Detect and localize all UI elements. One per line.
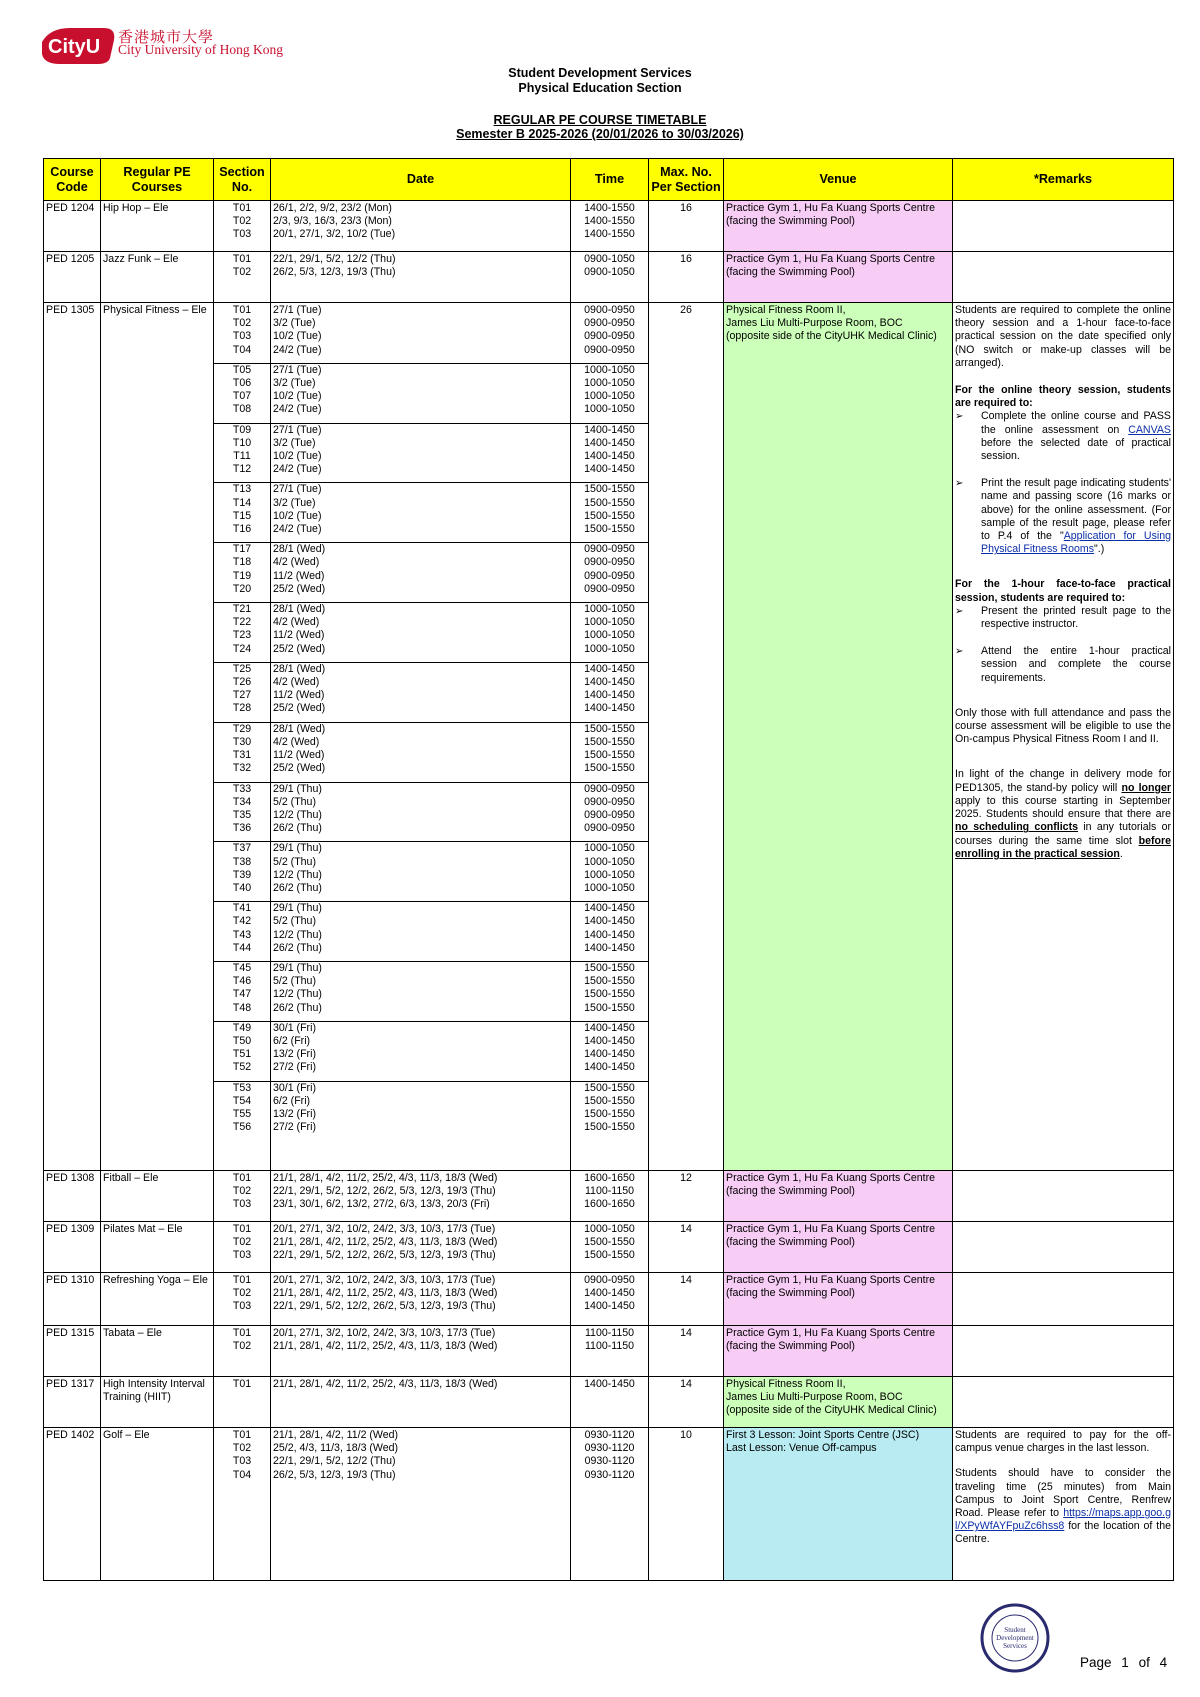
time-list: 1600-1650 1100-1150 1600-1650 — [584, 1172, 635, 1211]
page-indicator: Page 1 of 4 — [1080, 1655, 1168, 1670]
time-list: 0930-1120 0930-1120 0930-1120 0930-1120 — [584, 1429, 635, 1481]
section-list: T01 T02 T03 — [232, 1172, 252, 1211]
venue: Practice Gym 1, Hu Fa Kuang Sports Centre (facing the Swimming Pool) — [724, 252, 953, 303]
time-list: 1000-1050 1500-1550 1500-1550 — [584, 1223, 635, 1262]
date-group: 30/1 (Fri) 6/2 (Fri) 13/2 (Fri) 27/2 (Fri) — [273, 1021, 568, 1075]
remark-bullet: ➢ Attend the entire 1-hour practical session and complete the course requirements. — [955, 645, 1171, 684]
remarks — [953, 1326, 1174, 1377]
date-group: 28/1 (Wed) 4/2 (Wed) 11/2 (Wed) 25/2 (Wed) — [273, 662, 568, 716]
course-code: PED 1305 — [44, 303, 101, 1171]
date-group: 27/1 (Tue) 3/2 (Tue) 10/2 (Tue) 24/2 (Tue) — [273, 423, 568, 477]
svg-text:Student: Student — [1004, 1626, 1026, 1634]
section-group: T21 T22 T23 T24 — [216, 602, 268, 656]
arrow-bullet-icon: ➢ — [955, 478, 964, 490]
course-name: Refreshing Yoga – Ele — [101, 1273, 214, 1326]
time-group: 1400-1450 1400-1450 1400-1450 1400-1450 — [573, 1021, 646, 1075]
venue: Practice Gym 1, Hu Fa Kuang Sports Centre (facing the Swimming Pool) — [724, 201, 953, 252]
course-name: Hip Hop – Ele — [101, 201, 214, 252]
remarks — [953, 303, 1174, 1171]
date-list: 26/1, 2/2, 9/2, 23/2 (Mon) 2/3, 9/3, 16/3, 23/3 (Mon) 20/1, 27/1, 3/2, 10/2 (Tue) — [273, 202, 396, 241]
section-list: T01 T02 T03 — [232, 1274, 252, 1313]
time-group: 1400-1450 1400-1450 1400-1450 1400-1450 — [573, 662, 646, 716]
venue: Physical Fitness Room II, James Liu Multi-Purpose Room, BOC (opposite side of the CityUHK Medical Clinic) — [726, 304, 937, 343]
col-time: Time — [571, 159, 649, 201]
time-group: 0900-0950 0900-0950 0900-0950 0900-0950 — [584, 304, 635, 356]
svg-text:Services: Services — [1003, 1642, 1027, 1650]
sds-seal-icon — [980, 1603, 1050, 1673]
venue: Practice Gym 1, Hu Fa Kuang Sports Centre (facing the Swimming Pool) — [724, 1222, 953, 1273]
section-list: T01 T02 — [232, 1327, 252, 1353]
col-course-code: Course Code — [44, 159, 101, 201]
section-list: T01 T02 — [232, 253, 252, 279]
map-link[interactable]: https://maps.app.goo.gl/XPyWfAYFpuZc6hss8 — [955, 1507, 1171, 1533]
course-name: Physical Fitness – Ele — [101, 303, 214, 1171]
time-group: 1000-1050 1000-1050 1000-1050 1000-1050 — [573, 602, 646, 656]
date-group: 30/1 (Fri) 6/2 (Fri) 13/2 (Fri) 27/2 (Fri) — [273, 1081, 568, 1135]
arrow-bullet-icon: ➢ — [955, 411, 964, 423]
time-list: 0900-0950 1400-1450 1400-1450 — [584, 1274, 635, 1313]
time-group: 1000-1050 1000-1050 1000-1050 1000-1050 — [573, 841, 646, 895]
remark-online-heading: For the online theory session, students are required to: — [955, 384, 1171, 410]
course-code: PED 1205 — [44, 252, 101, 303]
arrow-bullet-icon: ➢ — [955, 605, 964, 617]
date-group: 29/1 (Thu) 5/2 (Thu) 12/2 (Thu) 26/2 (Thu) — [273, 782, 568, 836]
table-row — [44, 1428, 1174, 1581]
header-line2: Physical Education Section — [518, 81, 682, 95]
col-courses: Regular PE Courses — [101, 159, 214, 201]
max-number: 14 — [649, 1273, 724, 1326]
section-group: T25 T26 T27 T28 — [216, 662, 268, 716]
remarks — [953, 201, 1174, 252]
remarks — [953, 1428, 1174, 1581]
course-name: High Intensity Interval Training (HIIT) — [101, 1377, 214, 1428]
course-code: PED 1310 — [44, 1273, 101, 1326]
time-group: 1500-1550 1500-1550 1500-1550 1500-1550 — [573, 1081, 646, 1135]
table-row — [44, 1326, 1174, 1377]
max-number: 14 — [649, 1222, 724, 1273]
timetable — [43, 158, 1174, 1581]
table-row — [44, 303, 1174, 1171]
max-number: 14 — [649, 1377, 724, 1428]
canvas-link[interactable]: CANVAS — [1128, 423, 1171, 436]
time-group: 1500-1550 1500-1550 1500-1550 1500-1550 — [573, 482, 646, 536]
max-number: 26 — [649, 303, 724, 1171]
logo-chinese-name: 香港城市大學 — [118, 28, 215, 46]
date-list: 21/1, 28/1, 4/2, 11/2, 25/2, 4/3, 11/3, 18/3 (Wed) — [273, 1378, 498, 1390]
venue: Practice Gym 1, Hu Fa Kuang Sports Centre (facing the Swimming Pool) — [724, 1326, 953, 1377]
section-group: T01 T02 T03 T04 — [232, 304, 252, 356]
course-code: PED 1204 — [44, 201, 101, 252]
remark-bullet: ➢ Complete the online course and PASS the online assessment on CANVAS before the selected date of practical session. — [955, 410, 1171, 463]
max-number: 16 — [649, 201, 724, 252]
timetable-title: REGULAR PE COURSE TIMETABLE — [493, 113, 707, 127]
time-groups — [571, 303, 649, 1171]
date-group: 29/1 (Thu) 5/2 (Thu) 12/2 (Thu) 26/2 (Thu) — [273, 841, 568, 895]
section-group: T29 T30 T31 T32 — [216, 722, 268, 776]
time-group: 0900-0950 0900-0950 0900-0950 0900-0950 — [573, 542, 646, 596]
max-number: 10 — [649, 1428, 724, 1581]
date-list: 20/1, 27/1, 3/2, 10/2, 24/2, 3/3, 10/3, 17/3 (Tue) 21/1, 28/1, 4/2, 11/2, 25/2, 4/3, 11/3, 18/3 (Wed) — [273, 1327, 498, 1353]
remark-change-mode: In light of the change in delivery mode for PED1305, the stand-by policy will no longer apply to this course starting in September 2025. Students should ensure that there are no scheduling conflicts in any tutorials or courses during the same time slot before enrolling in the practical session. — [955, 768, 1171, 860]
header-row — [44, 159, 1174, 201]
section-group: T17 T18 T19 T20 — [216, 542, 268, 596]
remarks — [953, 1273, 1174, 1326]
date-group: 28/1 (Wed) 4/2 (Wed) 11/2 (Wed) 25/2 (Wed) — [273, 722, 568, 776]
remarks — [953, 1222, 1174, 1273]
remarks — [953, 1377, 1174, 1428]
date-group: 29/1 (Thu) 5/2 (Thu) 12/2 (Thu) 26/2 (Thu) — [273, 961, 568, 1015]
header-line1: Student Development Services — [508, 66, 692, 80]
remark-off-campus: Students are required to pay for the off-campus venue charges in the last lesson. — [955, 1429, 1171, 1455]
col-max: Max. No. Per Section — [649, 159, 724, 201]
time-group: 1000-1050 1000-1050 1000-1050 1000-1050 — [573, 363, 646, 417]
date-group: 27/1 (Tue) 3/2 (Tue) 10/2 (Tue) 24/2 (Tue) — [273, 304, 322, 356]
venue: Physical Fitness Room II, James Liu Multi-Purpose Room, BOC (opposite side of the CityUHK Medical Clinic) — [726, 1378, 937, 1417]
svg-text:Development: Development — [996, 1634, 1034, 1642]
course-name: Tabata – Ele — [101, 1326, 214, 1377]
date-group: 27/1 (Tue) 3/2 (Tue) 10/2 (Tue) 24/2 (Tue) — [273, 363, 568, 417]
section-list: T01 T02 T03 — [232, 1223, 252, 1262]
remark-bullet: ➢ Print the result page indicating students' name and passing score (16 marks or above) for the online assessment. (For sample of the result page, please refer to P.4 of the "Application for Using Physical Fitness Rooms".) — [955, 477, 1171, 556]
remark-f2f-heading: For the 1-hour face-to-face practical session, students are required to: — [955, 578, 1171, 604]
course-code: PED 1315 — [44, 1326, 101, 1377]
date-group: 29/1 (Thu) 5/2 (Thu) 12/2 (Thu) 26/2 (Thu) — [273, 901, 568, 955]
remarks — [953, 252, 1174, 303]
remark-travel: Students should have to consider the traveling time (25 minutes) from Main Campus to Joint Sport Centre, Renfrew Road. Please refer to https://maps.app.goo.gl/XPyWfAYFpuZc6hss8 for the location of the Centre. — [955, 1467, 1171, 1546]
remark-bullet: ➢ Present the printed result page to the respective instructor. — [955, 604, 1171, 631]
col-venue: Venue — [724, 159, 953, 201]
logo-english-name: City University of Hong Kong — [118, 42, 283, 57]
date-group: 28/1 (Wed) 4/2 (Wed) 11/2 (Wed) 25/2 (Wed) — [273, 542, 568, 596]
date-list: 22/1, 29/1, 5/2, 12/2 (Thu) 26/2, 5/3, 12/3, 19/3 (Thu) — [273, 253, 396, 279]
course-name: Fitball – Ele — [101, 1171, 214, 1222]
venue: Practice Gym 1, Hu Fa Kuang Sports Centre (facing the Swimming Pool) — [724, 1273, 953, 1326]
remark-p1: Students are required to complete the online theory session and a 1-hour face-to-face practical session on the date specified only (NO switch or make-up classes will be arranged). — [955, 304, 1171, 369]
date-list: 21/1, 28/1, 4/2, 11/2 (Wed) 25/2, 4/3, 11/3, 18/3 (Wed) 22/1, 29/1, 5/2, 12/2 (Thu) 26/2, 5/3, 12/3, 19/3 (Thu) — [273, 1429, 399, 1481]
table-row — [44, 1222, 1174, 1273]
table-row — [44, 201, 1174, 252]
col-date: Date — [271, 159, 571, 201]
section-group: T53 T54 T55 T56 — [216, 1081, 268, 1135]
time-group: 1400-1450 1400-1450 1400-1450 1400-1450 — [573, 901, 646, 955]
date-groups — [271, 303, 571, 1171]
remark-only-those: Only those with full attendance and pass the course assessment will be eligible to use the On-campus Physical Fitness Room I and II. — [955, 706, 1171, 746]
time-group: 1400-1450 1400-1450 1400-1450 1400-1450 — [573, 423, 646, 477]
section-list: T01 T02 T03 T04 — [232, 1429, 252, 1481]
section-groups — [214, 303, 271, 1171]
table-row — [44, 1377, 1174, 1428]
section-group: T37 T38 T39 T40 — [216, 841, 268, 895]
time-list: 1400-1550 1400-1550 1400-1550 — [584, 202, 635, 241]
logo-brand: CityU — [48, 36, 101, 58]
date-group: 27/1 (Tue) 3/2 (Tue) 10/2 (Tue) 24/2 (Tue) — [273, 482, 568, 536]
time-group: 0900-0950 0900-0950 0900-0950 0900-0950 — [573, 782, 646, 836]
section-list: T01 — [232, 1378, 252, 1390]
section-group: T05 T06 T07 T08 — [216, 363, 268, 417]
date-list: 21/1, 28/1, 4/2, 11/2, 25/2, 4/3, 11/3, 18/3 (Wed) 22/1, 29/1, 5/2, 12/2, 26/2, 5/3, 12/3, 19/3 (Thu) 23/1, 30/1, 6/2, 13/2, 27/2, 6/3, 13/3, 20/3 (Fri) — [273, 1172, 498, 1211]
application-link[interactable]: Application for Using Physical Fitness Rooms — [981, 530, 1171, 556]
date-list: 20/1, 27/1, 3/2, 10/2, 24/2, 3/3, 10/3, 17/3 (Tue) 21/1, 28/1, 4/2, 11/2, 25/2, 4/3, 11/3, 18/3 (Wed) 22/1, 29/1, 5/2, 12/2, 26/2, 5/3, 12/3, 19/3 (Thu) — [273, 1223, 498, 1262]
section-group: T41 T42 T43 T44 — [216, 901, 268, 955]
table-row — [44, 1273, 1174, 1326]
col-remarks: *Remarks — [953, 159, 1174, 201]
course-name: Golf – Ele — [101, 1428, 214, 1581]
course-code: PED 1308 — [44, 1171, 101, 1222]
course-code: PED 1402 — [44, 1428, 101, 1581]
date-list: 20/1, 27/1, 3/2, 10/2, 24/2, 3/3, 10/3, 17/3 (Tue) 21/1, 28/1, 4/2, 11/2, 25/2, 4/3, 11/3, 18/3 (Wed) 22/1, 29/1, 5/2, 12/2, 26/2, 5/3, 12/3, 19/3 (Thu) — [273, 1274, 498, 1313]
venue: Practice Gym 1, Hu Fa Kuang Sports Centre (facing the Swimming Pool) — [724, 1171, 953, 1222]
course-name: Jazz Funk – Ele — [101, 252, 214, 303]
table-row — [44, 252, 1174, 303]
max-number: 14 — [649, 1326, 724, 1377]
arrow-bullet-icon: ➢ — [955, 646, 964, 658]
max-number: 16 — [649, 252, 724, 303]
time-list: 1100-1150 1100-1150 — [584, 1327, 635, 1353]
section-list: T01 T02 T03 — [232, 202, 252, 241]
remarks — [953, 1171, 1174, 1222]
course-code: PED 1317 — [44, 1377, 101, 1428]
time-list: 1400-1450 — [584, 1378, 635, 1390]
table-row — [44, 1171, 1174, 1222]
section-group: T49 T50 T51 T52 — [216, 1021, 268, 1075]
time-list: 0900-1050 0900-1050 — [584, 253, 635, 279]
section-group: T33 T34 T35 T36 — [216, 782, 268, 836]
semester-line: Semester B 2025-2026 (20/01/2026 to 30/03/2026) — [456, 127, 744, 141]
time-group: 1500-1550 1500-1550 1500-1550 1500-1550 — [573, 961, 646, 1015]
max-number: 12 — [649, 1171, 724, 1222]
section-group: T13 T14 T15 T16 — [216, 482, 268, 536]
venue: First 3 Lesson: Joint Sports Centre (JSC) Last Lesson: Venue Off-campus — [726, 1429, 920, 1455]
course-name: Pilates Mat – Ele — [101, 1222, 214, 1273]
col-section: Section No. — [214, 159, 271, 201]
date-group: 28/1 (Wed) 4/2 (Wed) 11/2 (Wed) 25/2 (Wed) — [273, 602, 568, 656]
section-group: T09 T10 T11 T12 — [216, 423, 268, 477]
course-code: PED 1309 — [44, 1222, 101, 1273]
time-group: 1500-1550 1500-1550 1500-1550 1500-1550 — [573, 722, 646, 776]
section-group: T45 T46 T47 T48 — [216, 961, 268, 1015]
